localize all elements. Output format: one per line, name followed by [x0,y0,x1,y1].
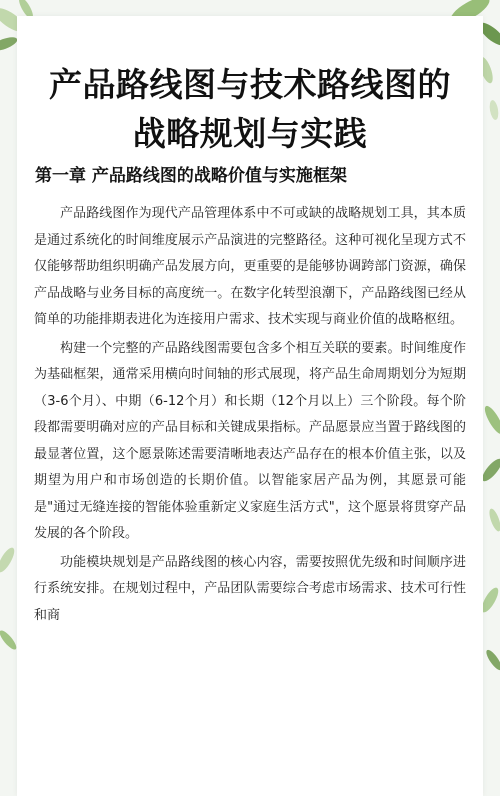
document-page [17,16,483,796]
paragraph-2: 构建一个完整的产品路线图需要包含多个相互关联的要素。时间维度作为基础框架，通常采用横向时间轴的形式展现，将产品生命周期划分为短期（3-6个月）、中期（6-12个月）和长期（12个月以上）三个阶段。每个阶段都需要明确对应的产品目标和关键成果指标。产品愿景应当置于路线图的最显著位置，这个愿景陈述需要清晰地表达产品存在的根本价值主张，以及期望为用户和市场创造的长期价值。以智能家居产品为例，其愿景可能是"通过无缝连接的智能体验重新定义家庭生活方式"，这个愿景将贯穿产品发展的各个阶段。 [34,340,466,541]
paragraph-1: 产品路线图作为现代产品管理体系中不可或缺的战略规划工具，其本质是通过系统化的时间维度展示产品演进的完整路径。这种可视化呈现方式不仅能够帮助组织明确产品发展方向，更重要的是能够协调跨部门资源，确保产品战略与业务目标的高度统一。在数字化转型浪潮下，产品路线图已经从简单的功能排期表进化为连接用户需求、技术实现与商业价值的战略枢纽。 [34,206,466,327]
leaf-cluster-left-icon [0,545,19,651]
paragraph-3: 功能模块规划是产品路线图的核心内容，需要按照优先级和时间顺序进行系统安排。在规划过程中，产品团队需要综合考虑市场需求、技术可行性和商 [34,554,466,623]
document-title: 产品路线图与技术路线图的战略规划与实践 [49,65,451,153]
body-text [34,201,466,631]
chapter-heading: 第一章 产品路线图的战略价值与实施框架 [35,166,347,186]
